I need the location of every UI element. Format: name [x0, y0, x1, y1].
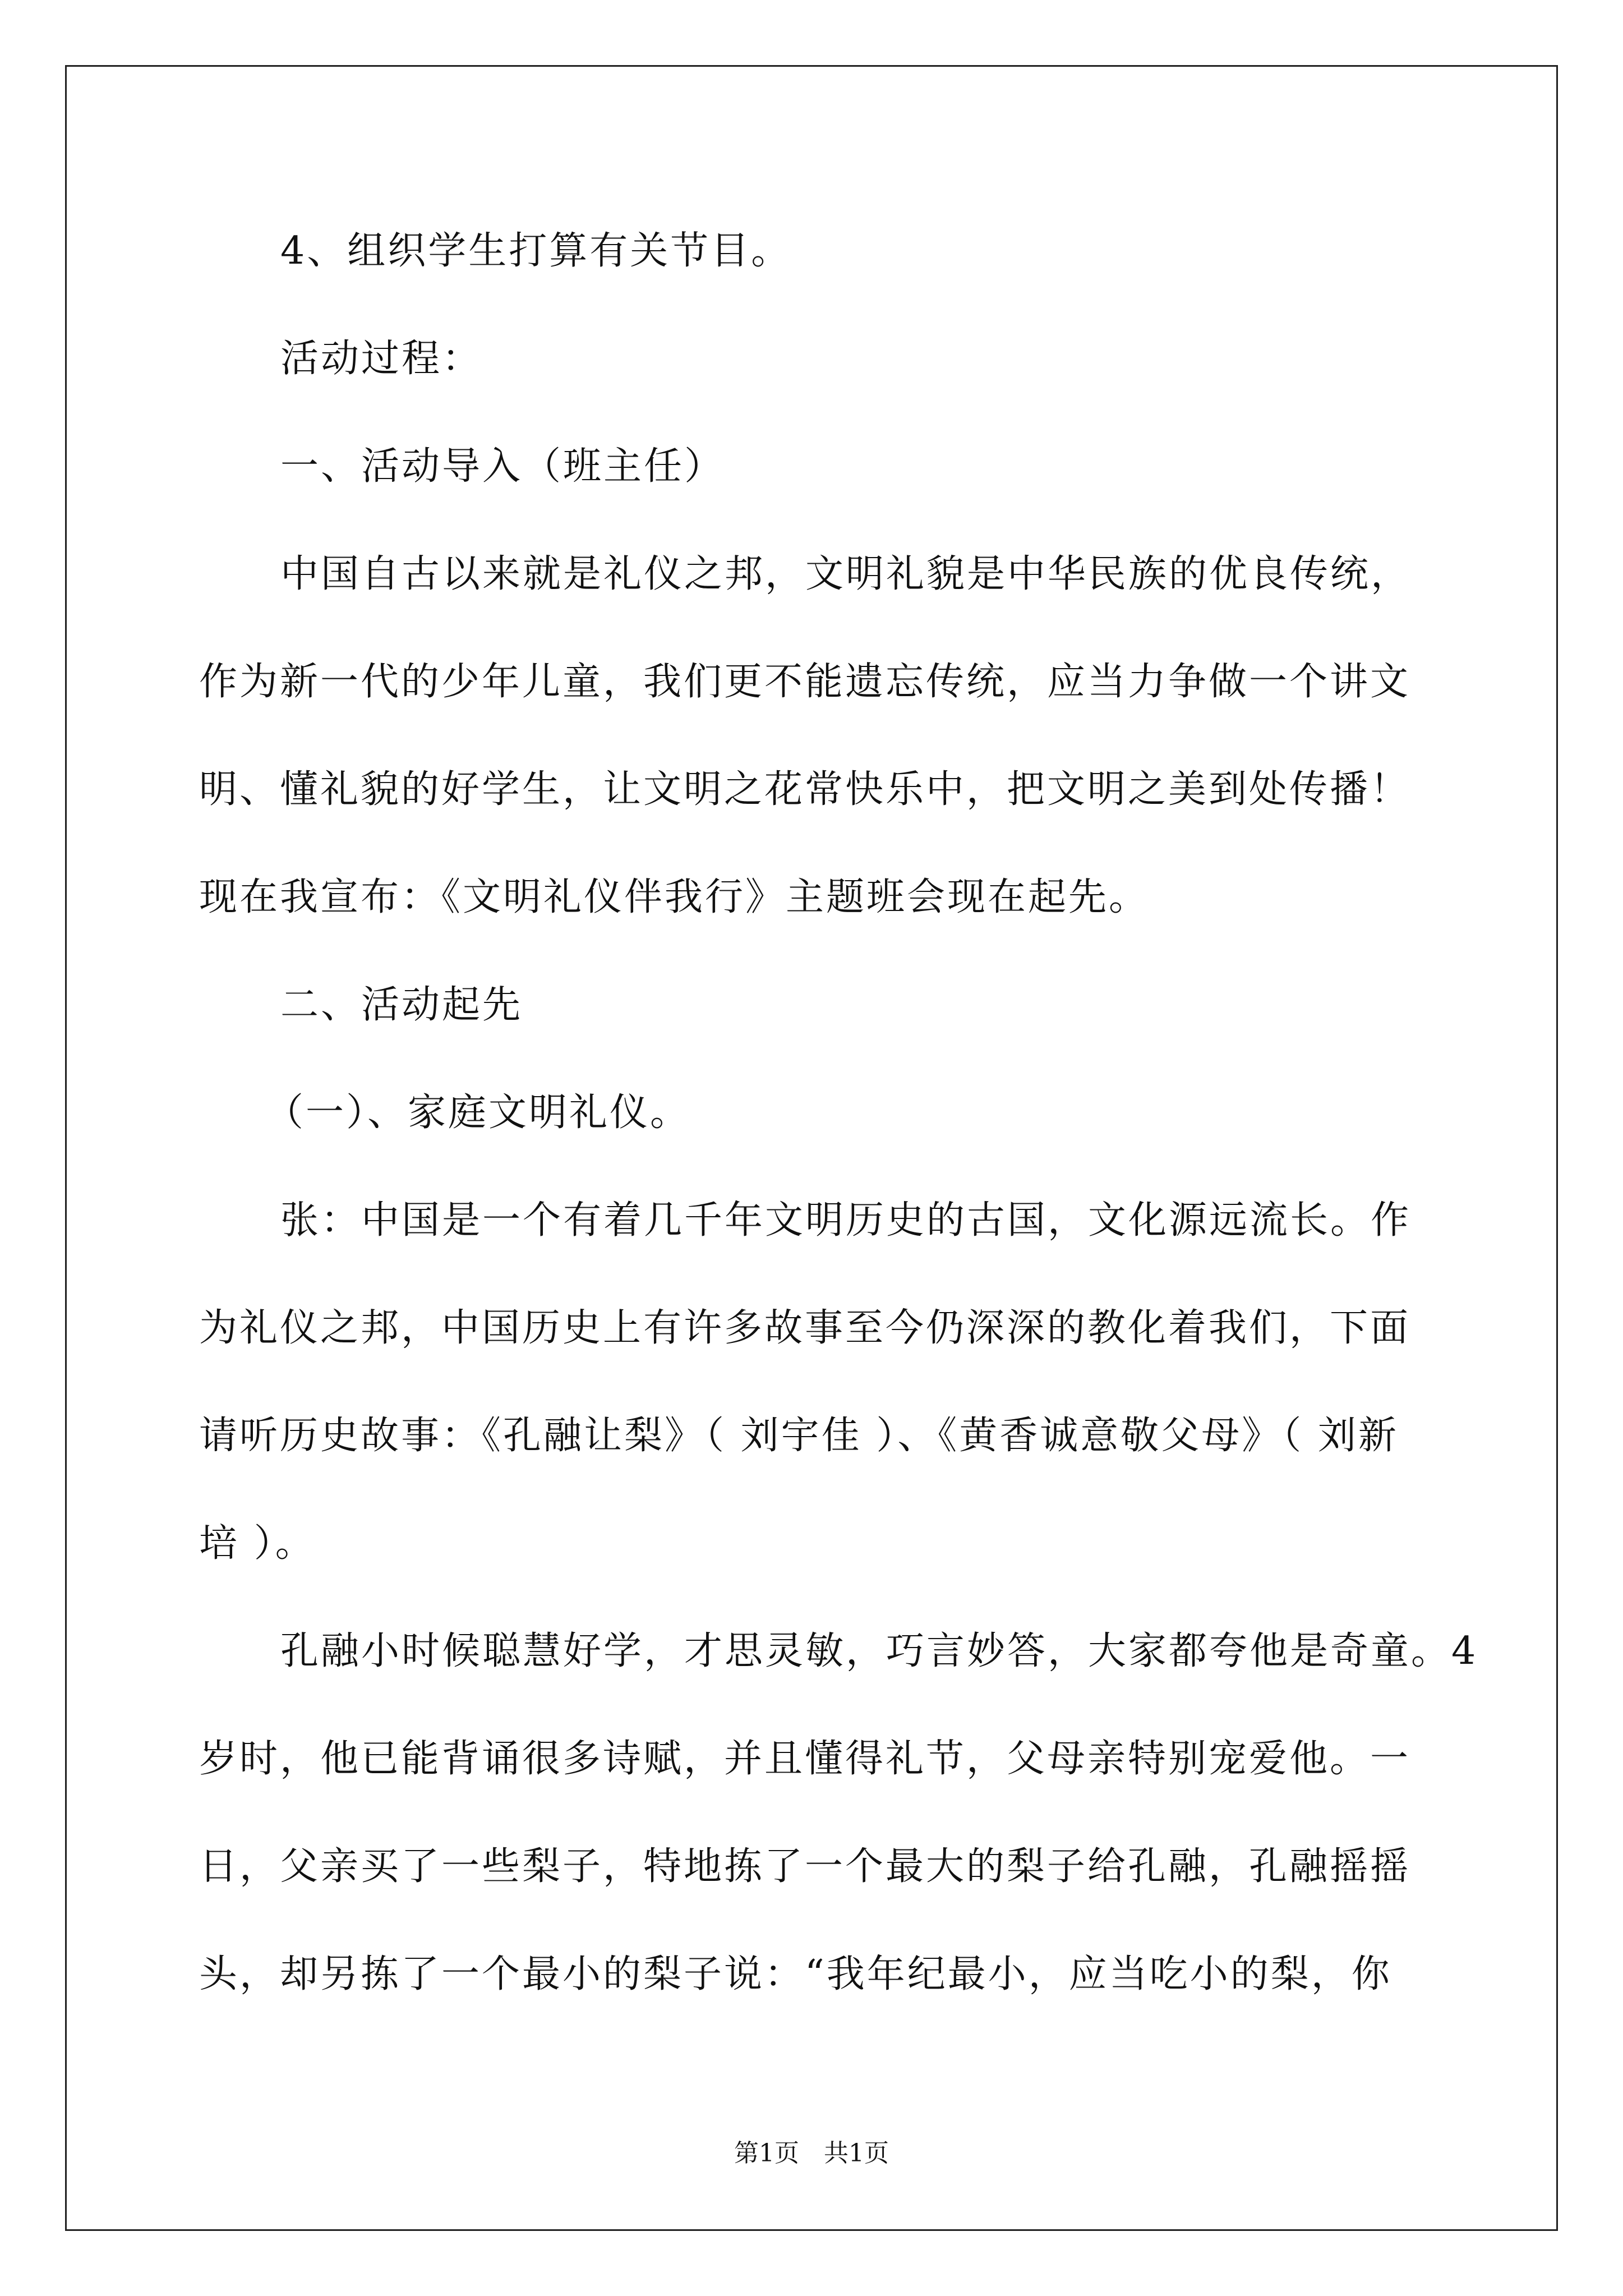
- text-line: 孔融小时候聪慧好学，才思灵敏，巧言妙答，大家都夸他是奇童。4: [280, 1629, 1478, 1673]
- text-line: 明、懂礼貌的好学生，让文明之花常快乐中，把文明之美到处传播！: [199, 767, 1411, 812]
- text-line: （一）、家庭文明礼仪。: [265, 1091, 691, 1135]
- paragraph-intro-speech: [199, 521, 1433, 951]
- text-line: 中国自古以来就是礼仪之邦，文明礼貌是中华民族的优良传统，: [280, 552, 1412, 596]
- paragraph-preparation-item-4: [199, 197, 1514, 305]
- text-line: 为礼仪之邦，中国历史上有许多故事至今仍深深的教化着我们，下面: [199, 1306, 1411, 1350]
- text-line: 现在我宣布：《文明礼仪伴我行》主题班会现在起先。: [199, 875, 1150, 919]
- paragraph-activity-process: [199, 305, 1514, 413]
- heading-activity-start: [199, 951, 1514, 1059]
- text-line: 二、活动起先: [280, 983, 523, 1027]
- text-line: 4、组织学生打算有关节目。: [280, 229, 792, 273]
- text-line: 培 ）。: [199, 1521, 316, 1566]
- paragraph-zhang-speech: [199, 1167, 1433, 1598]
- heading-activity-intro: [199, 413, 1514, 521]
- text-line: 作为新一代的少年儿童，我们更不能遗忘传统，应当力争做一个讲文: [199, 660, 1411, 704]
- text-line: 活动过程：: [280, 337, 483, 381]
- heading-family-etiquette: [199, 1059, 1499, 1167]
- text-line: 一、活动导入（班主任）: [280, 444, 725, 489]
- page-number-footer: 第1页 共1页: [734, 2139, 889, 2168]
- text-line: 岁时，他已能背诵很多诗赋，并且懂得礼节，父母亲特别宠爱他。一: [199, 1737, 1411, 1781]
- paragraph-kong-rong-story: [199, 1598, 1478, 2028]
- text-line: 日，父亲买了一些梨子，特地拣了一个最大的梨子给孔融，孔融摇摇: [199, 1844, 1411, 1889]
- text-line: 请听历史故事：《孔融让梨》（ 刘宇佳 ）、《黄香诚意敬父母》（ 刘新: [199, 1414, 1399, 1458]
- text-line: 张：中国是一个有着几千年文明历史的古国，文化源远流长。作: [280, 1198, 1412, 1243]
- text-line: 头，却另拣了一个最小的梨子说：“我年纪最小，应当吃小的梨，你: [199, 1952, 1392, 1996]
